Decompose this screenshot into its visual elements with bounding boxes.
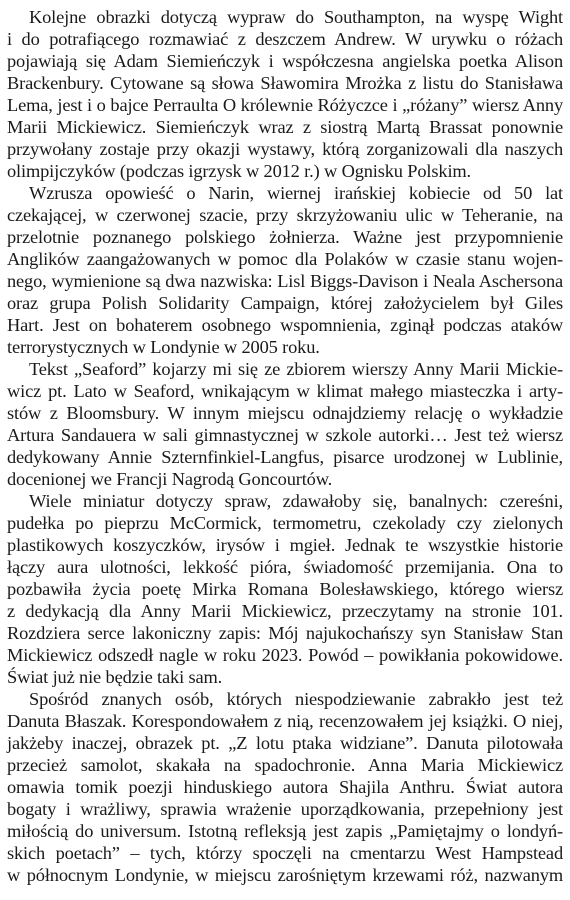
text-line: wicz pt. Lato w Seaford, wnikającym w klimat małego miasteczka i arty-: [7, 381, 563, 401]
text-line: Kolejne obrazki dotyczą wypraw do Southampton, na wyspę Wight: [29, 7, 563, 27]
text-line: i do potrafiącego rozmawiać z deszczem Andrew. W urywku o różach: [7, 29, 563, 49]
text-line: stów z Bloomsbury. W innym miejscu odnajdziemy relację o wykładzie: [7, 403, 563, 423]
text-line: skich poetach” – tych, którzy spoczęli na cmentarzu West Hampstead: [7, 843, 563, 863]
text-line: pudełka po pieprzu McCormick, termometru, czekolady czy zielonych: [7, 513, 563, 533]
text-line: Wiele miniatur dotyczy spraw, zdawałoby się, banalnych: czereśni,: [29, 491, 563, 511]
text-line: Brackenbury. Cytowane są słowa Sławomira Mrożka z listu do Stanisława: [7, 73, 563, 93]
text-line: olimpijczyków (podczas igrzysk w 2012 r.) w Ognisku Polskim.: [7, 161, 472, 181]
text-line: Marii Mickiewicz. Siemieńczyk wraz z siostrą Martą Brassat ponownie: [7, 117, 563, 137]
text-line: Tekst „Seaford” kojarzy mi się ze zbiorem wierszy Anny Marii Mickie-: [29, 359, 563, 379]
text-line: jakżeby inaczej, obrazek pt. „Z lotu ptaka widziane”. Danuta pilotowała: [7, 733, 563, 753]
text-line: łączy aura ulotności, lekkość pióra, świadomość przemijania. Ona to: [7, 557, 563, 577]
paragraph: [7, 688, 563, 886]
text-line: Danuta Błaszak. Korespondowałem z nią, recenzowałem jej książki. O niej,: [7, 711, 563, 731]
text-line: Anglików zaangażowanych w pomoc dla Polaków w czasie stanu wojen-: [7, 249, 563, 269]
paragraph: [7, 490, 563, 688]
text-line: przywołany zostaje przy okazji wystawy, którą zorganizowali dla naszych: [7, 139, 563, 159]
text-line: Spośród znanych osób, których niespodziewanie zabrakło jest też: [29, 689, 563, 709]
text-line: Lema, jest i o bajce Perraulta O królewnie Różyczce i „różany” wiersz Anny: [7, 95, 563, 115]
text-line: terrorystycznych w Londynie w 2005 roku.: [7, 337, 320, 357]
text-line: czekającej, w czerwonej szacie, przy skrzyżowaniu ulic w Teheranie, na: [7, 205, 563, 225]
paragraph: [7, 6, 563, 182]
text-line: bogaty i wrażliwy, sprawia wrażenie uporządkowania, przepełniony jest: [7, 799, 563, 819]
text-line: nego, wymienione są dwa nazwiska: Lisl Biggs-Davison i Neala Aschersona: [7, 271, 563, 291]
text-line: Artura Sandauera w sali gimnastycznej w szkole autorki… Jest też wiersz: [7, 425, 563, 445]
paragraph: [7, 358, 563, 490]
text-line: Rozdziera serce lakoniczny zapis: Mój najukochańszy syn Stanisław Stan: [7, 623, 563, 643]
text-line: Wzrusza opowieść o Narin, wiernej irańskiej kobiecie od 50 lat: [29, 183, 563, 203]
text-line: oraz grupa Polish Solidarity Campaign, której założycielem był Giles: [7, 293, 563, 313]
text-line: omawia tomik poezji hinduskiego autora Shajila Anthru. Świat autora: [7, 777, 563, 797]
text-line: plastikowych koszyczków, irysów i mgieł. Jednak te wszystkie historie: [7, 535, 563, 555]
text-line: pozbawiła życia poetę Mirka Romana Bolesławskiego, którego wiersz: [7, 579, 563, 599]
text-line: Świat już nie będzie taki sam.: [7, 667, 223, 687]
text-line: w północnym Londynie, w miejscu zarośniętym krzewami róż, nazwanym: [7, 865, 563, 885]
text-line: miłością do universum. Istotną refleksją jest zapis „Pamiętajmy o londyń-: [7, 821, 563, 841]
text-line: przecież samolot, skakała na spadochronie. Anna Maria Mickiewicz: [7, 755, 563, 775]
paragraph: [7, 182, 563, 358]
text-line: Hart. Jest on bohaterem osobnego wspomnienia, zginął podczas ataków: [7, 315, 563, 335]
text-line: pojawiają się Adam Siemieńczyk i współczesna angielska poetka Alison: [7, 51, 563, 71]
text-line: przelotnie poznanego polskiego żołnierza. Ważne jest przypomnienie: [7, 227, 563, 247]
text-line: docenionej we Francji Nagrodą Goncourtów.: [7, 469, 333, 489]
text-line: z dedykacją dla Anny Marii Mickiewicz, przeczytamy na stronie 101.: [7, 601, 563, 621]
text-line: Mickiewicz odszedł nagle w roku 2023. Powód – powikłania pokowidowe.: [7, 645, 563, 665]
text-line: dedykowany Annie Szternfinkiel-Langfus, pisarce urodzonej w Lublinie,: [7, 447, 563, 467]
